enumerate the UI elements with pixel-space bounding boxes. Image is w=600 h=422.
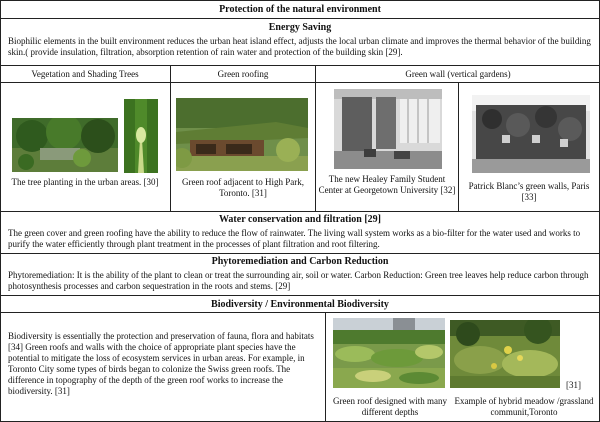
caption-trees: The tree planting in the urban areas. [30] [11,177,159,187]
col-header-wall: Green wall (vertical gardens) [405,69,511,79]
rule-bio-heading [0,312,600,313]
caption-healey: The new Healey Family Student Center at Georgetown University [32] [318,174,456,195]
photo-hybrid-meadow [450,320,560,388]
water-body: The green cover and green roofing have the ability to reduce the flow of rainwater. The living wall system works as a bio-filter for the water used and works to purify the water efficiently through plant treatment in the processes of plant filtration and root filtering. [8,228,581,249]
photo-tree-planting [12,118,118,172]
rule-phyto [0,295,600,296]
energy-heading: Energy Saving [268,22,332,33]
biodiversity-heading: Biodiversity / Environmental Biodiversity [211,299,389,310]
phyto-heading: Phytoremediation and Carbon Reduction [211,256,389,267]
caption-blanc: Patrick Blanc’s green walls, Paris [33] [468,181,590,202]
rule-water [0,253,600,254]
photo-patrick-blanc-wall [472,95,590,173]
photo-green-roof-high-park [176,98,308,171]
energy-body: Biophilic elements in the built environment reduces the urban heat island effect, adjusts the local urban climate and improves the thermal behavior of the building skin.( provide insulation, filtration, absorption retention of rain water and protection of the building skin [29]. [8,36,591,57]
page-title: Protection of the natural environment [219,4,381,15]
col-header-vegetation: Vegetation and Shading Trees [31,69,139,79]
divider-col-3 [458,82,459,211]
divider-col-2 [315,65,316,211]
caption-meadow: Example of hybrid meadow /grassland communit,Toronto [454,396,594,417]
photo-green-roof-depths [333,318,445,388]
divider-col-1 [170,65,171,211]
phyto-body: Phytoremediation: It is the ability of the plant to clean or treat the surrounding air, soil or water. Carbon Reduction: Green tree leaves help reduce carbon through photosynthesis processes and carbon sequestration in the roots and stems. [29] [8,270,589,291]
biodiversity-ref: [31] [566,380,581,390]
caption-roof: Green roof adjacent to High Park, Toronto. [31] [182,177,304,198]
biodiversity-body: Biodiversity is essentially the protection and preservation of fauna, flora and habitats [34] Green roofs and walls with the choice of appropriate plant species have the potential to mitigate the loss of ecosystem services in urban areas. For example, in Toronto City some types of birds began to colonize the Swiss green roofs. The difference in topography of the depth of the green roof works to increase the biodiversity. [31] [8,331,314,396]
water-heading: Water conservation and filtration [29] [218,214,382,225]
rule-energy [0,65,600,66]
caption-depths: Green roof designed with many different depths [333,396,447,417]
divider-bio [325,312,326,422]
col-header-roofing: Green roofing [217,69,269,79]
rule-columns [0,82,600,83]
rule-images [0,211,600,212]
photo-healey-center [334,89,442,169]
rule-title [0,18,600,19]
photo-tree-alley [124,99,158,173]
